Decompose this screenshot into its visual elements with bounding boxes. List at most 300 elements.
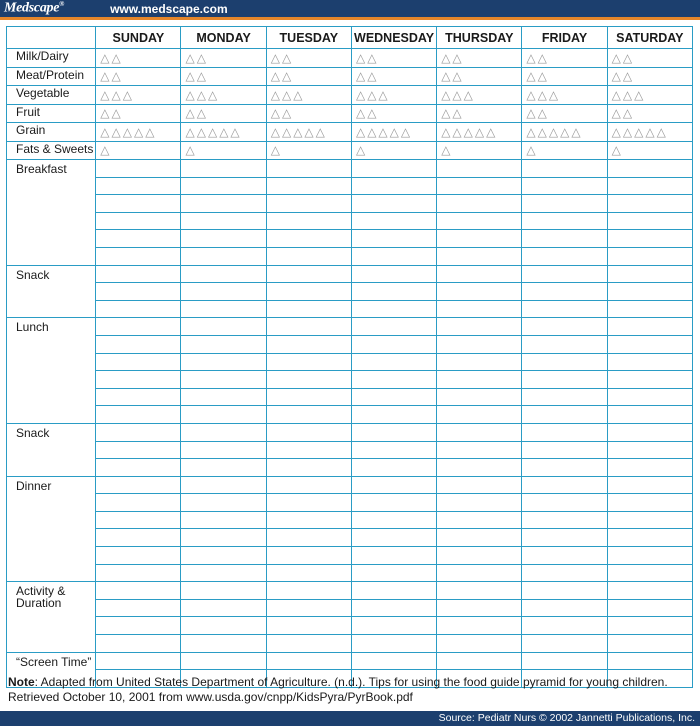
triangle-outline-icon[interactable]: △ bbox=[367, 87, 379, 102]
entry-cell[interactable] bbox=[437, 265, 522, 283]
triangle-outline-icon[interactable]: △ bbox=[293, 87, 305, 102]
entry-cell[interactable] bbox=[266, 652, 351, 670]
entry-cell[interactable] bbox=[522, 230, 607, 248]
triangle-outline-icon[interactable]: △ bbox=[355, 69, 368, 84]
entry-cell[interactable] bbox=[96, 195, 181, 213]
triangle-outline-icon[interactable]: △ bbox=[185, 50, 197, 65]
entry-cell[interactable] bbox=[181, 529, 266, 547]
entry-cell[interactable] bbox=[437, 599, 522, 617]
triangle-outline-icon[interactable]: △ bbox=[145, 124, 157, 139]
entry-cell[interactable] bbox=[351, 494, 436, 512]
entry-cell[interactable] bbox=[266, 582, 351, 600]
entry-cell[interactable] bbox=[351, 617, 436, 635]
triangle-outline-icon[interactable]: △ bbox=[537, 106, 549, 121]
triangle-outline-icon[interactable]: △ bbox=[281, 124, 294, 139]
entry-cell[interactable] bbox=[181, 564, 266, 582]
entry-cell[interactable] bbox=[266, 599, 351, 617]
serving-cell[interactable] bbox=[266, 67, 351, 86]
triangle-outline-icon[interactable]: △ bbox=[100, 106, 112, 121]
entry-cell[interactable] bbox=[437, 300, 522, 318]
entry-cell[interactable] bbox=[96, 335, 181, 353]
entry-cell[interactable] bbox=[181, 635, 266, 653]
entry-cell[interactable] bbox=[437, 617, 522, 635]
triangle-outline-icon[interactable]: △ bbox=[611, 87, 623, 102]
entry-cell[interactable] bbox=[437, 423, 522, 441]
entry-cell[interactable] bbox=[607, 582, 692, 600]
entry-cell[interactable] bbox=[181, 300, 266, 318]
entry-cell[interactable] bbox=[437, 230, 522, 248]
entry-cell[interactable] bbox=[607, 177, 692, 195]
entry-cell[interactable] bbox=[181, 441, 266, 459]
triangle-outline-icon[interactable]: △ bbox=[270, 50, 282, 65]
entry-cell[interactable] bbox=[96, 599, 181, 617]
serving-cell[interactable] bbox=[96, 67, 181, 86]
triangle-outline-icon[interactable]: △ bbox=[537, 87, 549, 102]
triangle-outline-icon[interactable]: △ bbox=[355, 143, 368, 158]
entry-cell[interactable] bbox=[607, 564, 692, 582]
triangle-outline-icon[interactable]: △ bbox=[355, 106, 368, 121]
entry-cell[interactable] bbox=[351, 177, 436, 195]
triangle-outline-icon[interactable]: △ bbox=[219, 124, 231, 139]
triangle-outline-icon[interactable]: △ bbox=[185, 106, 197, 121]
entry-cell[interactable] bbox=[437, 441, 522, 459]
triangle-outline-icon[interactable]: △ bbox=[270, 143, 282, 158]
serving-cell[interactable] bbox=[607, 67, 692, 86]
entry-cell[interactable] bbox=[266, 353, 351, 371]
serving-cell[interactable] bbox=[437, 86, 522, 105]
triangle-outline-icon[interactable]: △ bbox=[367, 50, 379, 65]
entry-cell[interactable] bbox=[351, 582, 436, 600]
entry-cell[interactable] bbox=[351, 353, 436, 371]
entry-cell[interactable] bbox=[607, 300, 692, 318]
entry-cell[interactable] bbox=[607, 318, 692, 336]
triangle-outline-icon[interactable]: △ bbox=[611, 143, 623, 158]
entry-cell[interactable] bbox=[351, 318, 436, 336]
triangle-outline-icon[interactable]: △ bbox=[293, 124, 305, 139]
entry-cell[interactable] bbox=[522, 335, 607, 353]
entry-cell[interactable] bbox=[96, 652, 181, 670]
serving-cell[interactable] bbox=[351, 49, 436, 68]
entry-cell[interactable] bbox=[522, 635, 607, 653]
entry-cell[interactable] bbox=[351, 388, 436, 406]
entry-cell[interactable] bbox=[607, 283, 692, 301]
entry-cell[interactable] bbox=[181, 388, 266, 406]
entry-cell[interactable] bbox=[181, 318, 266, 336]
entry-cell[interactable] bbox=[181, 652, 266, 670]
entry-cell[interactable] bbox=[437, 318, 522, 336]
entry-cell[interactable] bbox=[351, 406, 436, 424]
serving-cell[interactable] bbox=[522, 141, 607, 160]
entry-cell[interactable] bbox=[181, 195, 266, 213]
triangle-outline-icon[interactable]: △ bbox=[560, 124, 572, 139]
entry-cell[interactable] bbox=[96, 423, 181, 441]
entry-cell[interactable] bbox=[181, 617, 266, 635]
entry-cell[interactable] bbox=[96, 300, 181, 318]
entry-cell[interactable] bbox=[181, 476, 266, 494]
entry-cell[interactable] bbox=[266, 177, 351, 195]
entry-cell[interactable] bbox=[607, 476, 692, 494]
entry-cell[interactable] bbox=[351, 599, 436, 617]
triangle-outline-icon[interactable]: △ bbox=[185, 69, 197, 84]
serving-cell[interactable] bbox=[522, 49, 607, 68]
serving-cell[interactable] bbox=[181, 67, 266, 86]
entry-cell[interactable] bbox=[437, 371, 522, 389]
triangle-outline-icon[interactable]: △ bbox=[486, 124, 498, 139]
triangle-outline-icon[interactable]: △ bbox=[526, 50, 538, 65]
serving-cell[interactable] bbox=[607, 141, 692, 160]
entry-cell[interactable] bbox=[522, 423, 607, 441]
triangle-outline-icon[interactable]: △ bbox=[111, 50, 123, 65]
entry-cell[interactable] bbox=[522, 511, 607, 529]
entry-cell[interactable] bbox=[437, 547, 522, 565]
serving-cell[interactable] bbox=[522, 123, 607, 142]
triangle-outline-icon[interactable]: △ bbox=[622, 50, 635, 65]
entry-cell[interactable] bbox=[607, 599, 692, 617]
entry-cell[interactable] bbox=[607, 511, 692, 529]
entry-cell[interactable] bbox=[351, 423, 436, 441]
triangle-outline-icon[interactable]: △ bbox=[100, 69, 112, 84]
triangle-outline-icon[interactable]: △ bbox=[281, 106, 294, 121]
entry-cell[interactable] bbox=[437, 511, 522, 529]
entry-cell[interactable] bbox=[96, 582, 181, 600]
triangle-outline-icon[interactable]: △ bbox=[452, 50, 464, 65]
entry-cell[interactable] bbox=[351, 564, 436, 582]
triangle-outline-icon[interactable]: △ bbox=[281, 87, 294, 102]
triangle-outline-icon[interactable]: △ bbox=[378, 87, 390, 102]
entry-cell[interactable] bbox=[351, 441, 436, 459]
triangle-outline-icon[interactable]: △ bbox=[611, 69, 623, 84]
entry-cell[interactable] bbox=[607, 441, 692, 459]
entry-cell[interactable] bbox=[522, 388, 607, 406]
entry-cell[interactable] bbox=[266, 230, 351, 248]
serving-cell[interactable] bbox=[522, 86, 607, 105]
triangle-outline-icon[interactable]: △ bbox=[304, 124, 316, 139]
entry-cell[interactable] bbox=[266, 529, 351, 547]
serving-cell[interactable] bbox=[181, 49, 266, 68]
entry-cell[interactable] bbox=[96, 230, 181, 248]
entry-cell[interactable] bbox=[607, 423, 692, 441]
serving-cell[interactable] bbox=[96, 86, 181, 105]
entry-cell[interactable] bbox=[437, 635, 522, 653]
entry-cell[interactable] bbox=[522, 441, 607, 459]
entry-cell[interactable] bbox=[96, 459, 181, 477]
triangle-outline-icon[interactable]: △ bbox=[452, 69, 464, 84]
triangle-outline-icon[interactable]: △ bbox=[355, 87, 368, 102]
serving-cell[interactable] bbox=[607, 49, 692, 68]
triangle-outline-icon[interactable]: △ bbox=[270, 106, 282, 121]
entry-cell[interactable] bbox=[266, 476, 351, 494]
entry-cell[interactable] bbox=[437, 177, 522, 195]
entry-cell[interactable] bbox=[351, 230, 436, 248]
entry-cell[interactable] bbox=[607, 335, 692, 353]
entry-cell[interactable] bbox=[266, 441, 351, 459]
serving-cell[interactable] bbox=[607, 104, 692, 123]
entry-cell[interactable] bbox=[96, 529, 181, 547]
entry-cell[interactable] bbox=[607, 617, 692, 635]
triangle-outline-icon[interactable]: △ bbox=[634, 124, 646, 139]
triangle-outline-icon[interactable]: △ bbox=[441, 69, 453, 84]
entry-cell[interactable] bbox=[96, 476, 181, 494]
triangle-outline-icon[interactable]: △ bbox=[526, 87, 538, 102]
triangle-outline-icon[interactable]: △ bbox=[281, 50, 294, 65]
entry-cell[interactable] bbox=[96, 318, 181, 336]
entry-cell[interactable] bbox=[607, 265, 692, 283]
entry-cell[interactable] bbox=[607, 459, 692, 477]
entry-cell[interactable] bbox=[266, 388, 351, 406]
triangle-outline-icon[interactable]: △ bbox=[526, 69, 538, 84]
triangle-outline-icon[interactable]: △ bbox=[111, 106, 123, 121]
entry-cell[interactable] bbox=[266, 617, 351, 635]
serving-cell[interactable] bbox=[607, 86, 692, 105]
entry-cell[interactable] bbox=[181, 406, 266, 424]
entry-cell[interactable] bbox=[607, 635, 692, 653]
entry-cell[interactable] bbox=[96, 406, 181, 424]
serving-cell[interactable] bbox=[522, 67, 607, 86]
entry-cell[interactable] bbox=[266, 318, 351, 336]
serving-cell[interactable] bbox=[437, 49, 522, 68]
entry-cell[interactable] bbox=[266, 635, 351, 653]
triangle-outline-icon[interactable]: △ bbox=[270, 87, 282, 102]
triangle-outline-icon[interactable]: △ bbox=[196, 106, 208, 121]
entry-cell[interactable] bbox=[437, 247, 522, 265]
triangle-outline-icon[interactable]: △ bbox=[656, 124, 668, 139]
entry-cell[interactable] bbox=[351, 247, 436, 265]
entry-cell[interactable] bbox=[266, 547, 351, 565]
serving-cell[interactable] bbox=[437, 67, 522, 86]
entry-cell[interactable] bbox=[266, 195, 351, 213]
entry-cell[interactable] bbox=[607, 230, 692, 248]
triangle-outline-icon[interactable]: △ bbox=[355, 124, 368, 139]
entry-cell[interactable] bbox=[96, 177, 181, 195]
entry-cell[interactable] bbox=[96, 511, 181, 529]
entry-cell[interactable] bbox=[351, 476, 436, 494]
entry-cell[interactable] bbox=[181, 230, 266, 248]
entry-cell[interactable] bbox=[351, 371, 436, 389]
triangle-outline-icon[interactable]: △ bbox=[111, 69, 123, 84]
entry-cell[interactable] bbox=[351, 529, 436, 547]
entry-cell[interactable] bbox=[522, 599, 607, 617]
entry-cell[interactable] bbox=[522, 529, 607, 547]
entry-cell[interactable] bbox=[181, 335, 266, 353]
entry-cell[interactable] bbox=[522, 283, 607, 301]
entry-cell[interactable] bbox=[96, 371, 181, 389]
triangle-outline-icon[interactable]: △ bbox=[133, 124, 146, 139]
triangle-outline-icon[interactable]: △ bbox=[611, 106, 623, 121]
entry-cell[interactable] bbox=[437, 582, 522, 600]
triangle-outline-icon[interactable]: △ bbox=[463, 87, 475, 102]
triangle-outline-icon[interactable]: △ bbox=[634, 87, 646, 102]
entry-cell[interactable] bbox=[181, 599, 266, 617]
serving-cell[interactable] bbox=[437, 141, 522, 160]
entry-cell[interactable] bbox=[96, 564, 181, 582]
triangle-outline-icon[interactable]: △ bbox=[537, 69, 549, 84]
entry-cell[interactable] bbox=[351, 511, 436, 529]
entry-cell[interactable] bbox=[607, 195, 692, 213]
entry-cell[interactable] bbox=[266, 335, 351, 353]
entry-cell[interactable] bbox=[437, 353, 522, 371]
entry-cell[interactable] bbox=[437, 212, 522, 230]
entry-cell[interactable] bbox=[607, 212, 692, 230]
entry-cell[interactable] bbox=[437, 283, 522, 301]
entry-cell[interactable] bbox=[522, 371, 607, 389]
entry-cell[interactable] bbox=[437, 406, 522, 424]
triangle-outline-icon[interactable]: △ bbox=[185, 87, 197, 102]
serving-cell[interactable] bbox=[522, 104, 607, 123]
serving-cell[interactable] bbox=[266, 123, 351, 142]
serving-cell[interactable] bbox=[607, 123, 692, 142]
serving-cell[interactable] bbox=[351, 123, 436, 142]
triangle-outline-icon[interactable]: △ bbox=[452, 87, 464, 102]
entry-cell[interactable] bbox=[607, 494, 692, 512]
triangle-outline-icon[interactable]: △ bbox=[548, 124, 561, 139]
entry-cell[interactable] bbox=[266, 160, 351, 178]
triangle-outline-icon[interactable]: △ bbox=[452, 106, 464, 121]
triangle-outline-icon[interactable]: △ bbox=[622, 69, 635, 84]
entry-cell[interactable] bbox=[607, 406, 692, 424]
entry-cell[interactable] bbox=[351, 652, 436, 670]
triangle-outline-icon[interactable]: △ bbox=[611, 124, 623, 139]
entry-cell[interactable] bbox=[181, 283, 266, 301]
entry-cell[interactable] bbox=[522, 476, 607, 494]
entry-cell[interactable] bbox=[522, 494, 607, 512]
entry-cell[interactable] bbox=[351, 283, 436, 301]
entry-cell[interactable] bbox=[522, 300, 607, 318]
triangle-outline-icon[interactable]: △ bbox=[185, 143, 197, 158]
serving-cell[interactable] bbox=[266, 86, 351, 105]
entry-cell[interactable] bbox=[96, 635, 181, 653]
entry-cell[interactable] bbox=[522, 212, 607, 230]
serving-cell[interactable] bbox=[351, 141, 436, 160]
entry-cell[interactable] bbox=[351, 459, 436, 477]
triangle-outline-icon[interactable]: △ bbox=[474, 124, 487, 139]
entry-cell[interactable] bbox=[522, 353, 607, 371]
entry-cell[interactable] bbox=[96, 388, 181, 406]
entry-cell[interactable] bbox=[266, 265, 351, 283]
entry-cell[interactable] bbox=[522, 318, 607, 336]
entry-cell[interactable] bbox=[522, 265, 607, 283]
entry-cell[interactable] bbox=[437, 160, 522, 178]
entry-cell[interactable] bbox=[437, 388, 522, 406]
entry-cell[interactable] bbox=[181, 547, 266, 565]
serving-cell[interactable] bbox=[181, 123, 266, 142]
entry-cell[interactable] bbox=[607, 652, 692, 670]
entry-cell[interactable] bbox=[522, 195, 607, 213]
entry-cell[interactable] bbox=[181, 511, 266, 529]
entry-cell[interactable] bbox=[96, 547, 181, 565]
triangle-outline-icon[interactable]: △ bbox=[196, 69, 208, 84]
triangle-outline-icon[interactable]: △ bbox=[526, 124, 538, 139]
triangle-outline-icon[interactable]: △ bbox=[100, 124, 112, 139]
triangle-outline-icon[interactable]: △ bbox=[230, 124, 242, 139]
serving-cell[interactable] bbox=[266, 49, 351, 68]
entry-cell[interactable] bbox=[181, 265, 266, 283]
entry-cell[interactable] bbox=[96, 494, 181, 512]
entry-cell[interactable] bbox=[96, 617, 181, 635]
triangle-outline-icon[interactable]: △ bbox=[196, 50, 208, 65]
triangle-outline-icon[interactable]: △ bbox=[452, 124, 464, 139]
entry-cell[interactable] bbox=[266, 423, 351, 441]
triangle-outline-icon[interactable]: △ bbox=[645, 124, 657, 139]
entry-cell[interactable] bbox=[96, 283, 181, 301]
entry-cell[interactable] bbox=[437, 564, 522, 582]
triangle-outline-icon[interactable]: △ bbox=[463, 124, 475, 139]
entry-cell[interactable] bbox=[181, 353, 266, 371]
triangle-outline-icon[interactable]: △ bbox=[315, 124, 327, 139]
entry-cell[interactable] bbox=[437, 652, 522, 670]
serving-cell[interactable] bbox=[266, 141, 351, 160]
entry-cell[interactable] bbox=[522, 617, 607, 635]
entry-cell[interactable] bbox=[522, 564, 607, 582]
triangle-outline-icon[interactable]: △ bbox=[207, 87, 220, 102]
triangle-outline-icon[interactable]: △ bbox=[111, 124, 123, 139]
entry-cell[interactable] bbox=[522, 406, 607, 424]
triangle-outline-icon[interactable]: △ bbox=[367, 69, 379, 84]
entry-cell[interactable] bbox=[181, 423, 266, 441]
triangle-outline-icon[interactable]: △ bbox=[400, 124, 413, 139]
entry-cell[interactable] bbox=[437, 529, 522, 547]
triangle-outline-icon[interactable]: △ bbox=[571, 124, 583, 139]
triangle-outline-icon[interactable]: △ bbox=[526, 106, 538, 121]
entry-cell[interactable] bbox=[607, 547, 692, 565]
entry-cell[interactable] bbox=[351, 335, 436, 353]
serving-cell[interactable] bbox=[96, 141, 181, 160]
triangle-outline-icon[interactable]: △ bbox=[622, 124, 635, 139]
entry-cell[interactable] bbox=[351, 212, 436, 230]
entry-cell[interactable] bbox=[607, 247, 692, 265]
entry-cell[interactable] bbox=[522, 652, 607, 670]
triangle-outline-icon[interactable]: △ bbox=[100, 143, 112, 158]
entry-cell[interactable] bbox=[181, 247, 266, 265]
entry-cell[interactable] bbox=[181, 177, 266, 195]
triangle-outline-icon[interactable]: △ bbox=[111, 87, 123, 102]
entry-cell[interactable] bbox=[522, 177, 607, 195]
triangle-outline-icon[interactable]: △ bbox=[441, 87, 453, 102]
triangle-outline-icon[interactable]: △ bbox=[622, 87, 635, 102]
entry-cell[interactable] bbox=[96, 247, 181, 265]
triangle-outline-icon[interactable]: △ bbox=[367, 124, 379, 139]
entry-cell[interactable] bbox=[266, 283, 351, 301]
serving-cell[interactable] bbox=[351, 67, 436, 86]
triangle-outline-icon[interactable]: △ bbox=[622, 106, 635, 121]
entry-cell[interactable] bbox=[266, 212, 351, 230]
entry-cell[interactable] bbox=[96, 212, 181, 230]
serving-cell[interactable] bbox=[437, 123, 522, 142]
entry-cell[interactable] bbox=[266, 564, 351, 582]
triangle-outline-icon[interactable]: △ bbox=[122, 124, 134, 139]
entry-cell[interactable] bbox=[437, 195, 522, 213]
entry-cell[interactable] bbox=[607, 529, 692, 547]
serving-cell[interactable] bbox=[181, 104, 266, 123]
triangle-outline-icon[interactable]: △ bbox=[548, 87, 561, 102]
entry-cell[interactable] bbox=[351, 547, 436, 565]
entry-cell[interactable] bbox=[437, 459, 522, 477]
serving-cell[interactable] bbox=[181, 141, 266, 160]
entry-cell[interactable] bbox=[266, 511, 351, 529]
serving-cell[interactable] bbox=[96, 49, 181, 68]
triangle-outline-icon[interactable]: △ bbox=[441, 106, 453, 121]
entry-cell[interactable] bbox=[266, 371, 351, 389]
entry-cell[interactable] bbox=[266, 406, 351, 424]
triangle-outline-icon[interactable]: △ bbox=[270, 69, 282, 84]
entry-cell[interactable] bbox=[96, 441, 181, 459]
triangle-outline-icon[interactable]: △ bbox=[378, 124, 390, 139]
entry-cell[interactable] bbox=[522, 547, 607, 565]
triangle-outline-icon[interactable]: △ bbox=[441, 50, 453, 65]
triangle-outline-icon[interactable]: △ bbox=[537, 124, 549, 139]
triangle-outline-icon[interactable]: △ bbox=[367, 106, 379, 121]
serving-cell[interactable] bbox=[96, 123, 181, 142]
triangle-outline-icon[interactable]: △ bbox=[281, 69, 294, 84]
